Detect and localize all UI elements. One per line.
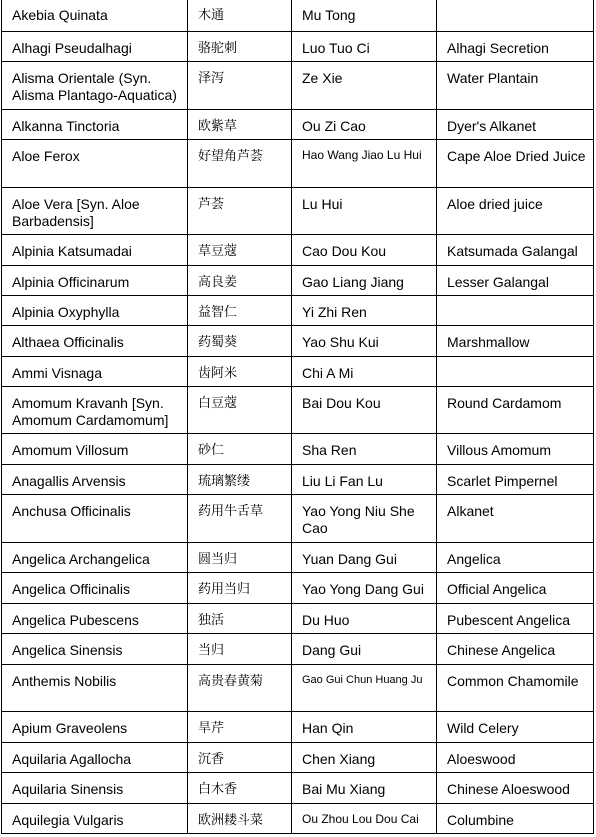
table-row [2,743,594,773]
table-row [2,110,594,140]
english-name-cell: Dyer's Alkanet [437,110,594,140]
english-name-cell [437,357,594,387]
table-row [2,543,594,573]
english-name-cell: Aloeswood [437,743,594,773]
table-row [2,140,594,188]
english-name-cell: Alkanet [437,495,594,543]
english-name-cell: Chinese Aloeswood [437,773,594,804]
english-name-cell: Columbine [437,804,594,834]
english-name-cell: Round Cardamom [437,387,594,434]
table-row [2,266,594,296]
chinese-name-cell: 欧紫草 [188,110,292,140]
pinyin-cell: Gao Liang Jiang [292,266,437,296]
chinese-name-cell: 砂仁 [188,434,292,465]
english-name-cell: Villous Amomum [437,434,594,465]
table-row [2,804,594,834]
table-row [2,573,594,604]
pinyin-cell: Lu Hui [292,188,437,235]
table-row [2,665,594,712]
pinyin-cell: Dang Gui [292,634,437,665]
latin-name-cell: Amomum Villosum [2,434,188,465]
english-name-cell [437,0,594,32]
herb-table [1,0,594,834]
table-row [2,773,594,804]
table-row [2,188,594,235]
chinese-name-cell: 药用当归 [188,573,292,604]
table-row [2,0,594,32]
table-row [2,62,594,110]
latin-name-cell: Angelica Sinensis [2,634,188,665]
pinyin-cell: Yao Yong Dang Gui [292,573,437,604]
pinyin-cell: Ze Xie [292,62,437,110]
chinese-name-cell: 益智仁 [188,296,292,326]
chinese-name-cell: 齿阿米 [188,357,292,387]
chinese-name-cell: 药蜀葵 [188,326,292,357]
latin-name-cell: Alpinia Oxyphylla [2,296,188,326]
english-name-cell: Official Angelica [437,573,594,604]
english-name-cell: Chinese Angelica [437,634,594,665]
english-name-cell: Cape Aloe Dried Juice [437,140,594,188]
table-row [2,296,594,326]
latin-name-cell: Akebia Quinata [2,0,188,32]
latin-name-cell: Anagallis Arvensis [2,465,188,495]
pinyin-cell: Sha Ren [292,434,437,465]
pinyin-cell: Yi Zhi Ren [292,296,437,326]
chinese-name-cell: 木通 [188,0,292,32]
latin-name-cell: Angelica Pubescens [2,604,188,634]
pinyin-cell: Yuan Dang Gui [292,543,437,573]
table-row [2,235,594,266]
table-row [2,357,594,387]
pinyin-cell: Yao Shu Kui [292,326,437,357]
chinese-name-cell: 当归 [188,634,292,665]
latin-name-cell: Alhagi Pseudalhagi [2,32,188,62]
chinese-name-cell: 圆当归 [188,543,292,573]
latin-name-cell: Apium Graveolens [2,712,188,743]
pinyin-cell: Liu Li Fan Lu [292,465,437,495]
pinyin-cell: Bai Mu Xiang [292,773,437,804]
table-row [2,387,594,434]
latin-name-cell: Ammi Visnaga [2,357,188,387]
chinese-name-cell: 药用牛舌草 [188,495,292,543]
table-row [2,326,594,357]
latin-name-cell: Alpinia Officinarum [2,266,188,296]
english-name-cell [437,296,594,326]
latin-name-cell: Angelica Officinalis [2,573,188,604]
pinyin-cell: Bai Dou Kou [292,387,437,434]
table-row [2,604,594,634]
pinyin-cell: Ou Zhou Lou Dou Cai [292,804,437,834]
latin-name-cell: Anchusa Officinalis [2,495,188,543]
chinese-name-cell: 沉香 [188,743,292,773]
latin-name-cell: Aloe Ferox [2,140,188,188]
latin-name-cell: Althaea Officinalis [2,326,188,357]
latin-name-cell: Alpinia Katsumadai [2,235,188,266]
chinese-name-cell: 泽泻 [188,62,292,110]
chinese-name-cell: 高贵春黄菊 [188,665,292,712]
latin-name-cell: Aloe Vera [Syn. Aloe Barbadensis] [2,188,188,235]
latin-name-cell: Angelica Archangelica [2,543,188,573]
english-name-cell: Aloe dried juice [437,188,594,235]
pinyin-cell: Cao Dou Kou [292,235,437,266]
chinese-name-cell: 独活 [188,604,292,634]
latin-name-cell: Anthemis Nobilis [2,665,188,712]
chinese-name-cell: 欧洲耧斗菜 [188,804,292,834]
pinyin-cell: Du Huo [292,604,437,634]
english-name-cell: Alhagi Secretion [437,32,594,62]
english-name-cell: Marshmallow [437,326,594,357]
chinese-name-cell: 芦荟 [188,188,292,235]
table-row [2,465,594,495]
latin-name-cell: Alisma Orientale (Syn. Alisma Plantago-Aquatica) [2,62,188,110]
english-name-cell: Water Plantain [437,62,594,110]
pinyin-cell: Chen Xiang [292,743,437,773]
chinese-name-cell: 琉璃繁缕 [188,465,292,495]
chinese-name-cell: 骆驼刺 [188,32,292,62]
table-row [2,32,594,62]
english-name-cell: Common Chamomile [437,665,594,712]
chinese-name-cell: 白豆蔻 [188,387,292,434]
pinyin-cell: Gao Gui Chun Huang Ju [292,665,437,712]
chinese-name-cell: 草豆蔻 [188,235,292,266]
latin-name-cell: Amomum Kravanh [Syn. Amomum Cardamomum] [2,387,188,434]
herb-table-body [2,0,594,834]
chinese-name-cell: 白木香 [188,773,292,804]
pinyin-cell: Ou Zi Cao [292,110,437,140]
table-row [2,434,594,465]
english-name-cell: Angelica [437,543,594,573]
latin-name-cell: Aquilegia Vulgaris [2,804,188,834]
latin-name-cell: Aquilaria Agallocha [2,743,188,773]
table-row [2,712,594,743]
english-name-cell: Pubescent Angelica [437,604,594,634]
chinese-name-cell: 旱芹 [188,712,292,743]
pinyin-cell: Hao Wang Jiao Lu Hui [292,140,437,188]
table-row [2,634,594,665]
chinese-name-cell: 高良姜 [188,266,292,296]
english-name-cell: Katsumada Galangal [437,235,594,266]
english-name-cell: Wild Celery [437,712,594,743]
english-name-cell: Lesser Galangal [437,266,594,296]
table-row [2,495,594,543]
pinyin-cell: Yao Yong Niu She Cao [292,495,437,543]
pinyin-cell: Han Qin [292,712,437,743]
pinyin-cell: Luo Tuo Ci [292,32,437,62]
chinese-name-cell: 好望角芦荟 [188,140,292,188]
latin-name-cell: Alkanna Tinctoria [2,110,188,140]
latin-name-cell: Aquilaria Sinensis [2,773,188,804]
pinyin-cell: Chi A Mi [292,357,437,387]
pinyin-cell: Mu Tong [292,0,437,32]
english-name-cell: Scarlet Pimpernel [437,465,594,495]
